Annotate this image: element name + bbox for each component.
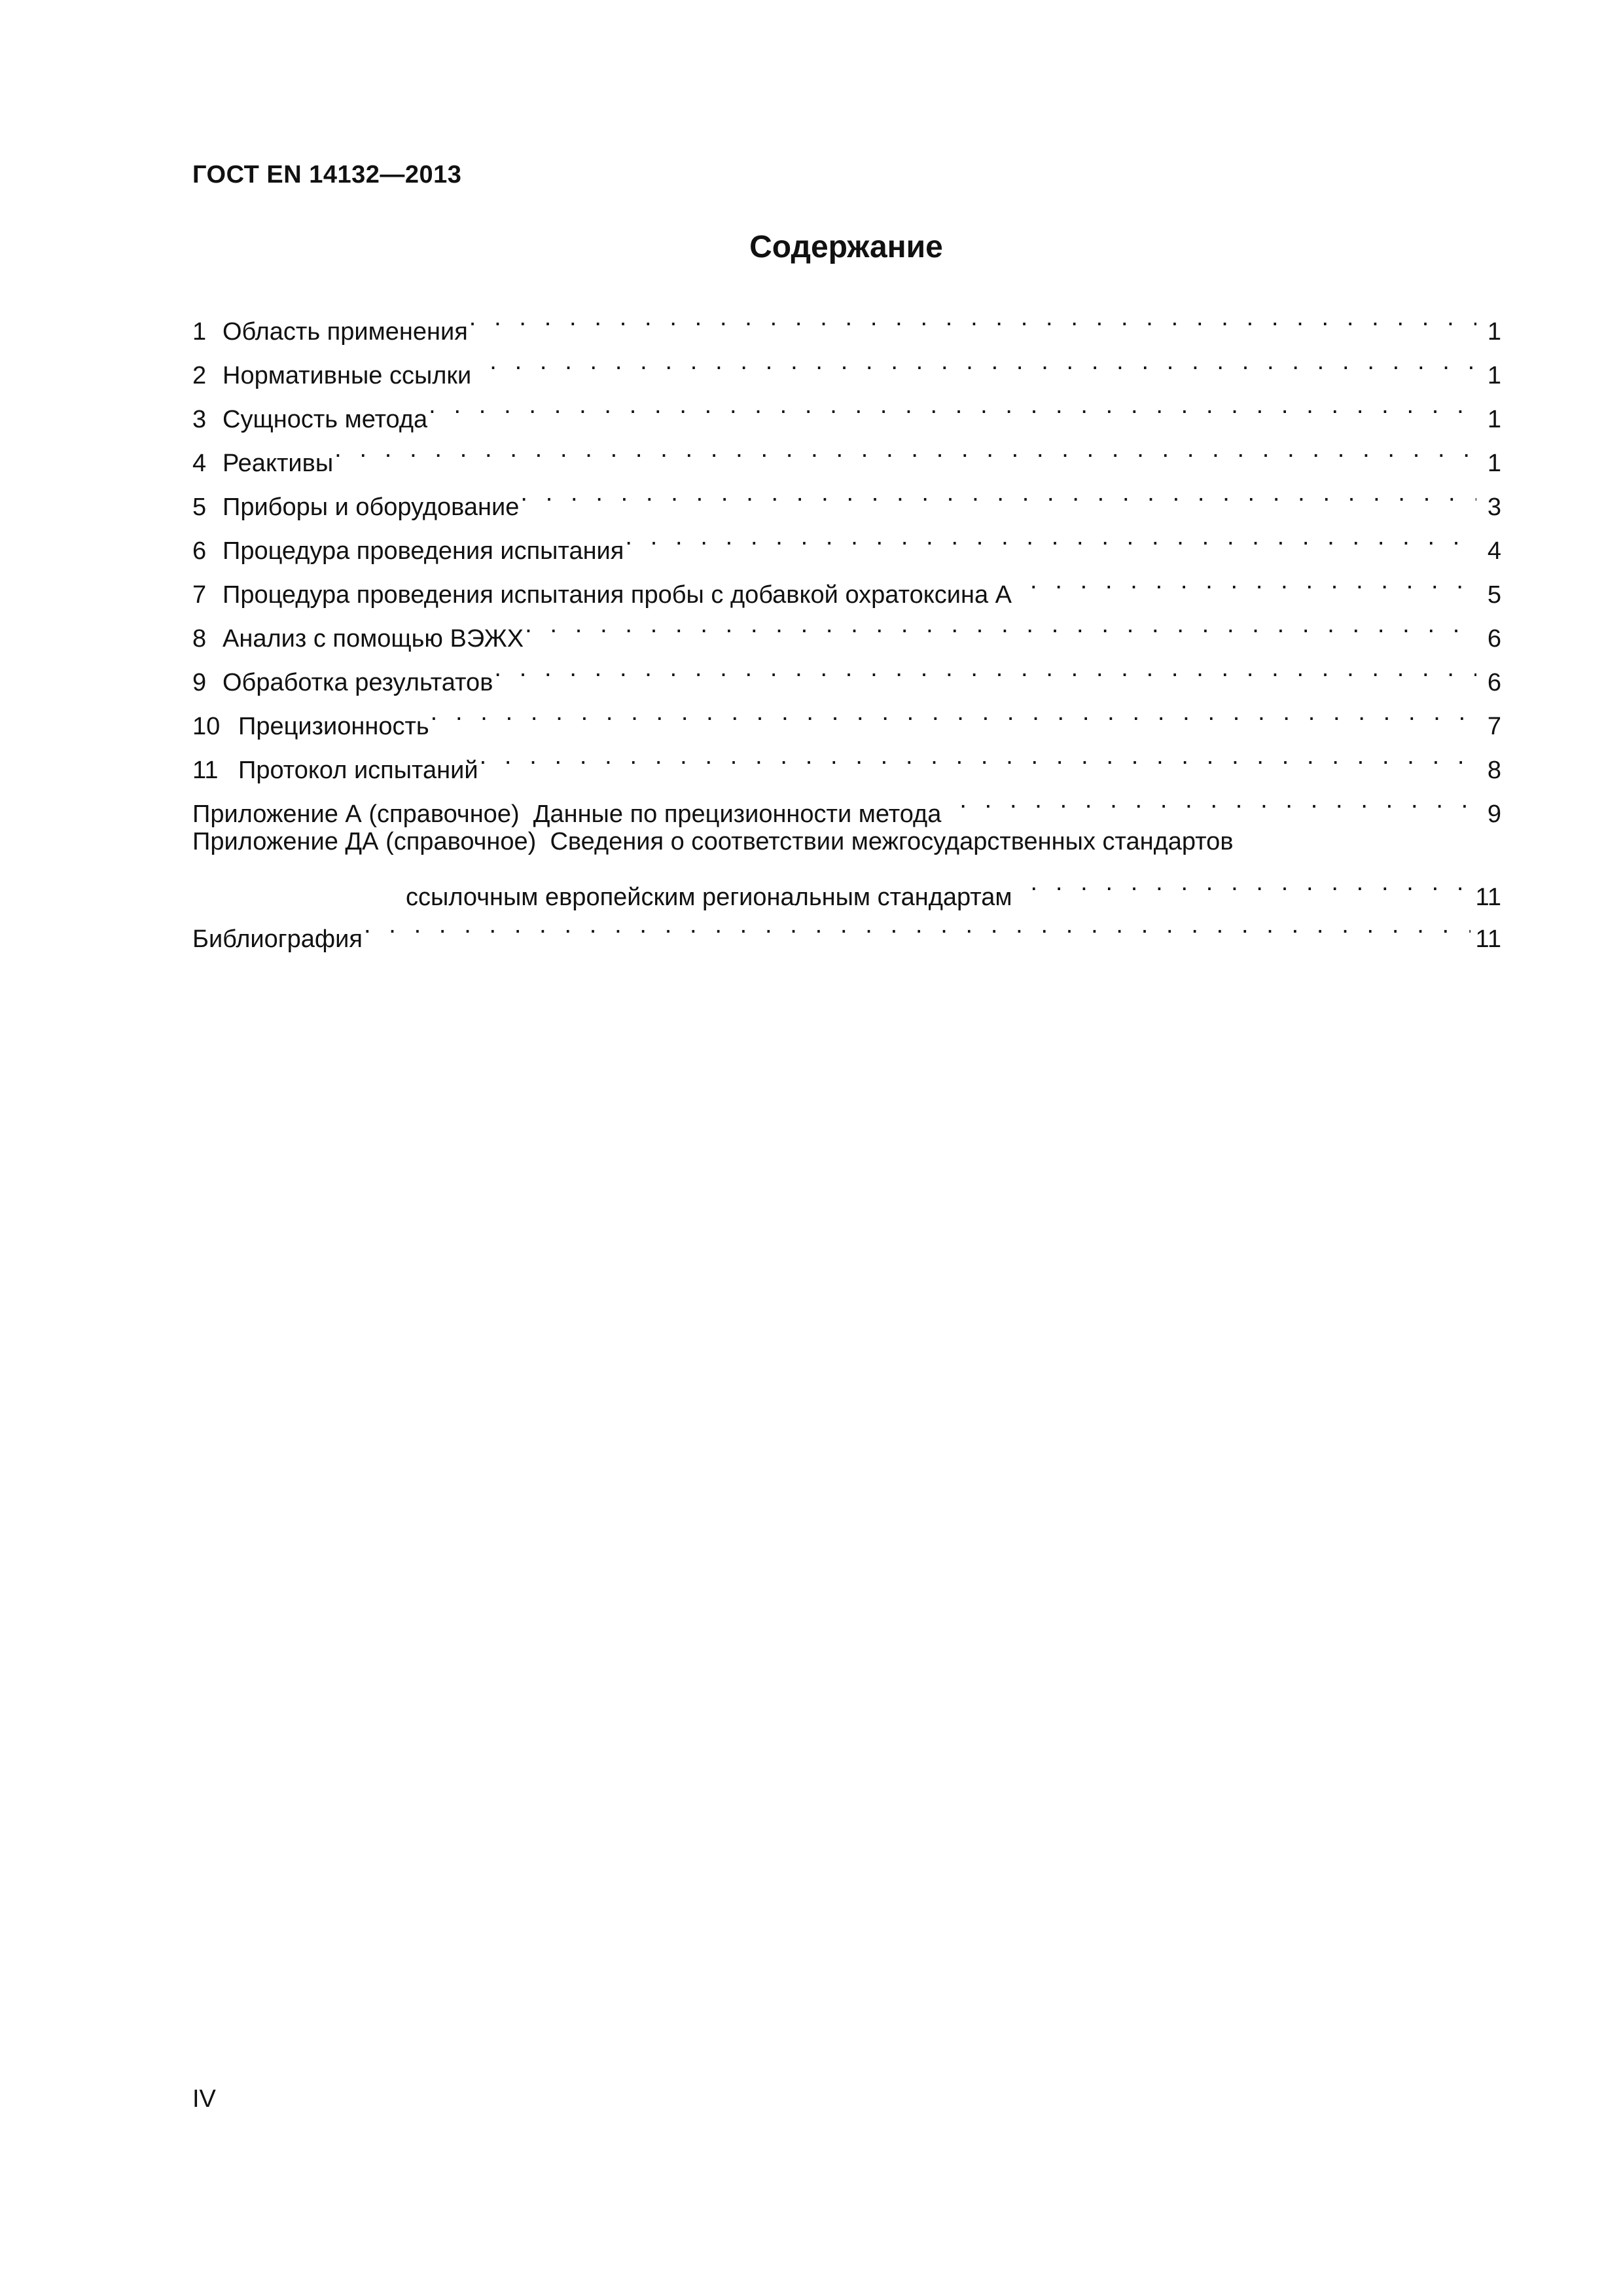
toc-dot-leader (427, 384, 1476, 427)
toc-dot-leader (333, 427, 1476, 471)
toc-item-page: 4 (1487, 537, 1501, 565)
toc-annex-da-label-line1: Приложение ДА (справочное) Сведения о соответствии межгосударственных стандартов (192, 828, 1234, 855)
document-code: ГОСТ EN 14132—2013 (192, 161, 462, 188)
toc-dot-leader (524, 603, 1476, 647)
toc-dot-leader (429, 691, 1476, 734)
toc-item-number: 11 (192, 757, 219, 784)
toc-dot-leader (363, 903, 1471, 947)
toc-item-page: 3 (1487, 493, 1501, 521)
toc-item-page: 7 (1487, 713, 1501, 740)
toc-item-number: 3 (192, 406, 207, 433)
toc-dot-leader (493, 647, 1476, 691)
toc-item-page: 6 (1487, 669, 1501, 696)
toc-dot-leader (519, 471, 1476, 515)
toc-annex-da-line2 (192, 861, 1501, 911)
toc-item-label: Приборы и оборудование (223, 493, 520, 521)
toc-item-number: 7 (192, 581, 207, 609)
toc-dot-leader (1029, 559, 1476, 603)
toc-item-label: Область применения (223, 318, 468, 346)
toc-bibliography-page: 11 (1475, 925, 1501, 953)
toc-bibliography-label: Библиография (192, 925, 363, 953)
toc-item-page: 1 (1487, 318, 1501, 346)
toc-dot-leader (1029, 861, 1471, 905)
toc-item-number: 9 (192, 669, 207, 696)
toc-item-number: 5 (192, 493, 207, 521)
toc-item-label: Процедура проведения испытания (223, 537, 624, 565)
toc-annex-a-label: Приложение А (справочное) Данные по прецизионности метода (192, 800, 942, 828)
toc-item-number: 8 (192, 625, 207, 653)
toc-item-number: 10 (192, 713, 221, 740)
toc-item-page: 1 (1487, 406, 1501, 433)
toc-dot-leader (488, 340, 1476, 384)
toc-item-label: Сущность метода (223, 406, 428, 433)
toc-annex-da-page: 11 (1475, 884, 1501, 911)
toc-annex-da-label-line2: ссылочным европейским региональным стандартам (406, 884, 1012, 911)
toc-item[interactable] (192, 296, 1501, 346)
toc-item-label: Нормативные ссылки (223, 362, 472, 389)
toc-dot-leader (624, 515, 1476, 559)
toc-item-label: Процедура проведения испытания пробы с добавкой охратоксина А (223, 581, 1012, 609)
toc-item-label: Обработка результатов (223, 669, 493, 696)
toc-item-label: Протокол испытаний (238, 757, 478, 784)
toc-item-page: 1 (1487, 362, 1501, 389)
toc-annex-da[interactable] (192, 822, 1501, 911)
toc-annex-a-page: 9 (1487, 800, 1501, 828)
toc-item-page: 1 (1487, 450, 1501, 477)
toc-item[interactable] (192, 471, 1501, 521)
toc-item-number: 6 (192, 537, 207, 565)
toc-item-number: 1 (192, 318, 207, 346)
toc-item-page: 6 (1487, 625, 1501, 653)
toc-item[interactable] (192, 427, 1501, 477)
page-number: IV (192, 2085, 216, 2113)
toc-bibliography[interactable] (192, 903, 1501, 953)
toc-item-number: 2 (192, 362, 207, 389)
toc-item-label: Анализ с помощью ВЭЖХ (223, 625, 524, 653)
toc-item-page: 8 (1487, 757, 1501, 784)
toc-item-number: 4 (192, 450, 207, 477)
toc-title: Содержание (749, 230, 943, 264)
toc-dot-leader (468, 296, 1476, 340)
toc-dot-leader (958, 778, 1476, 822)
toc-item-page: 5 (1487, 581, 1501, 609)
toc-dot-leader (478, 734, 1476, 778)
toc-item-label: Реактивы (223, 450, 334, 477)
toc-item-label: Прецизионность (238, 713, 429, 740)
table-of-contents (192, 296, 1501, 953)
